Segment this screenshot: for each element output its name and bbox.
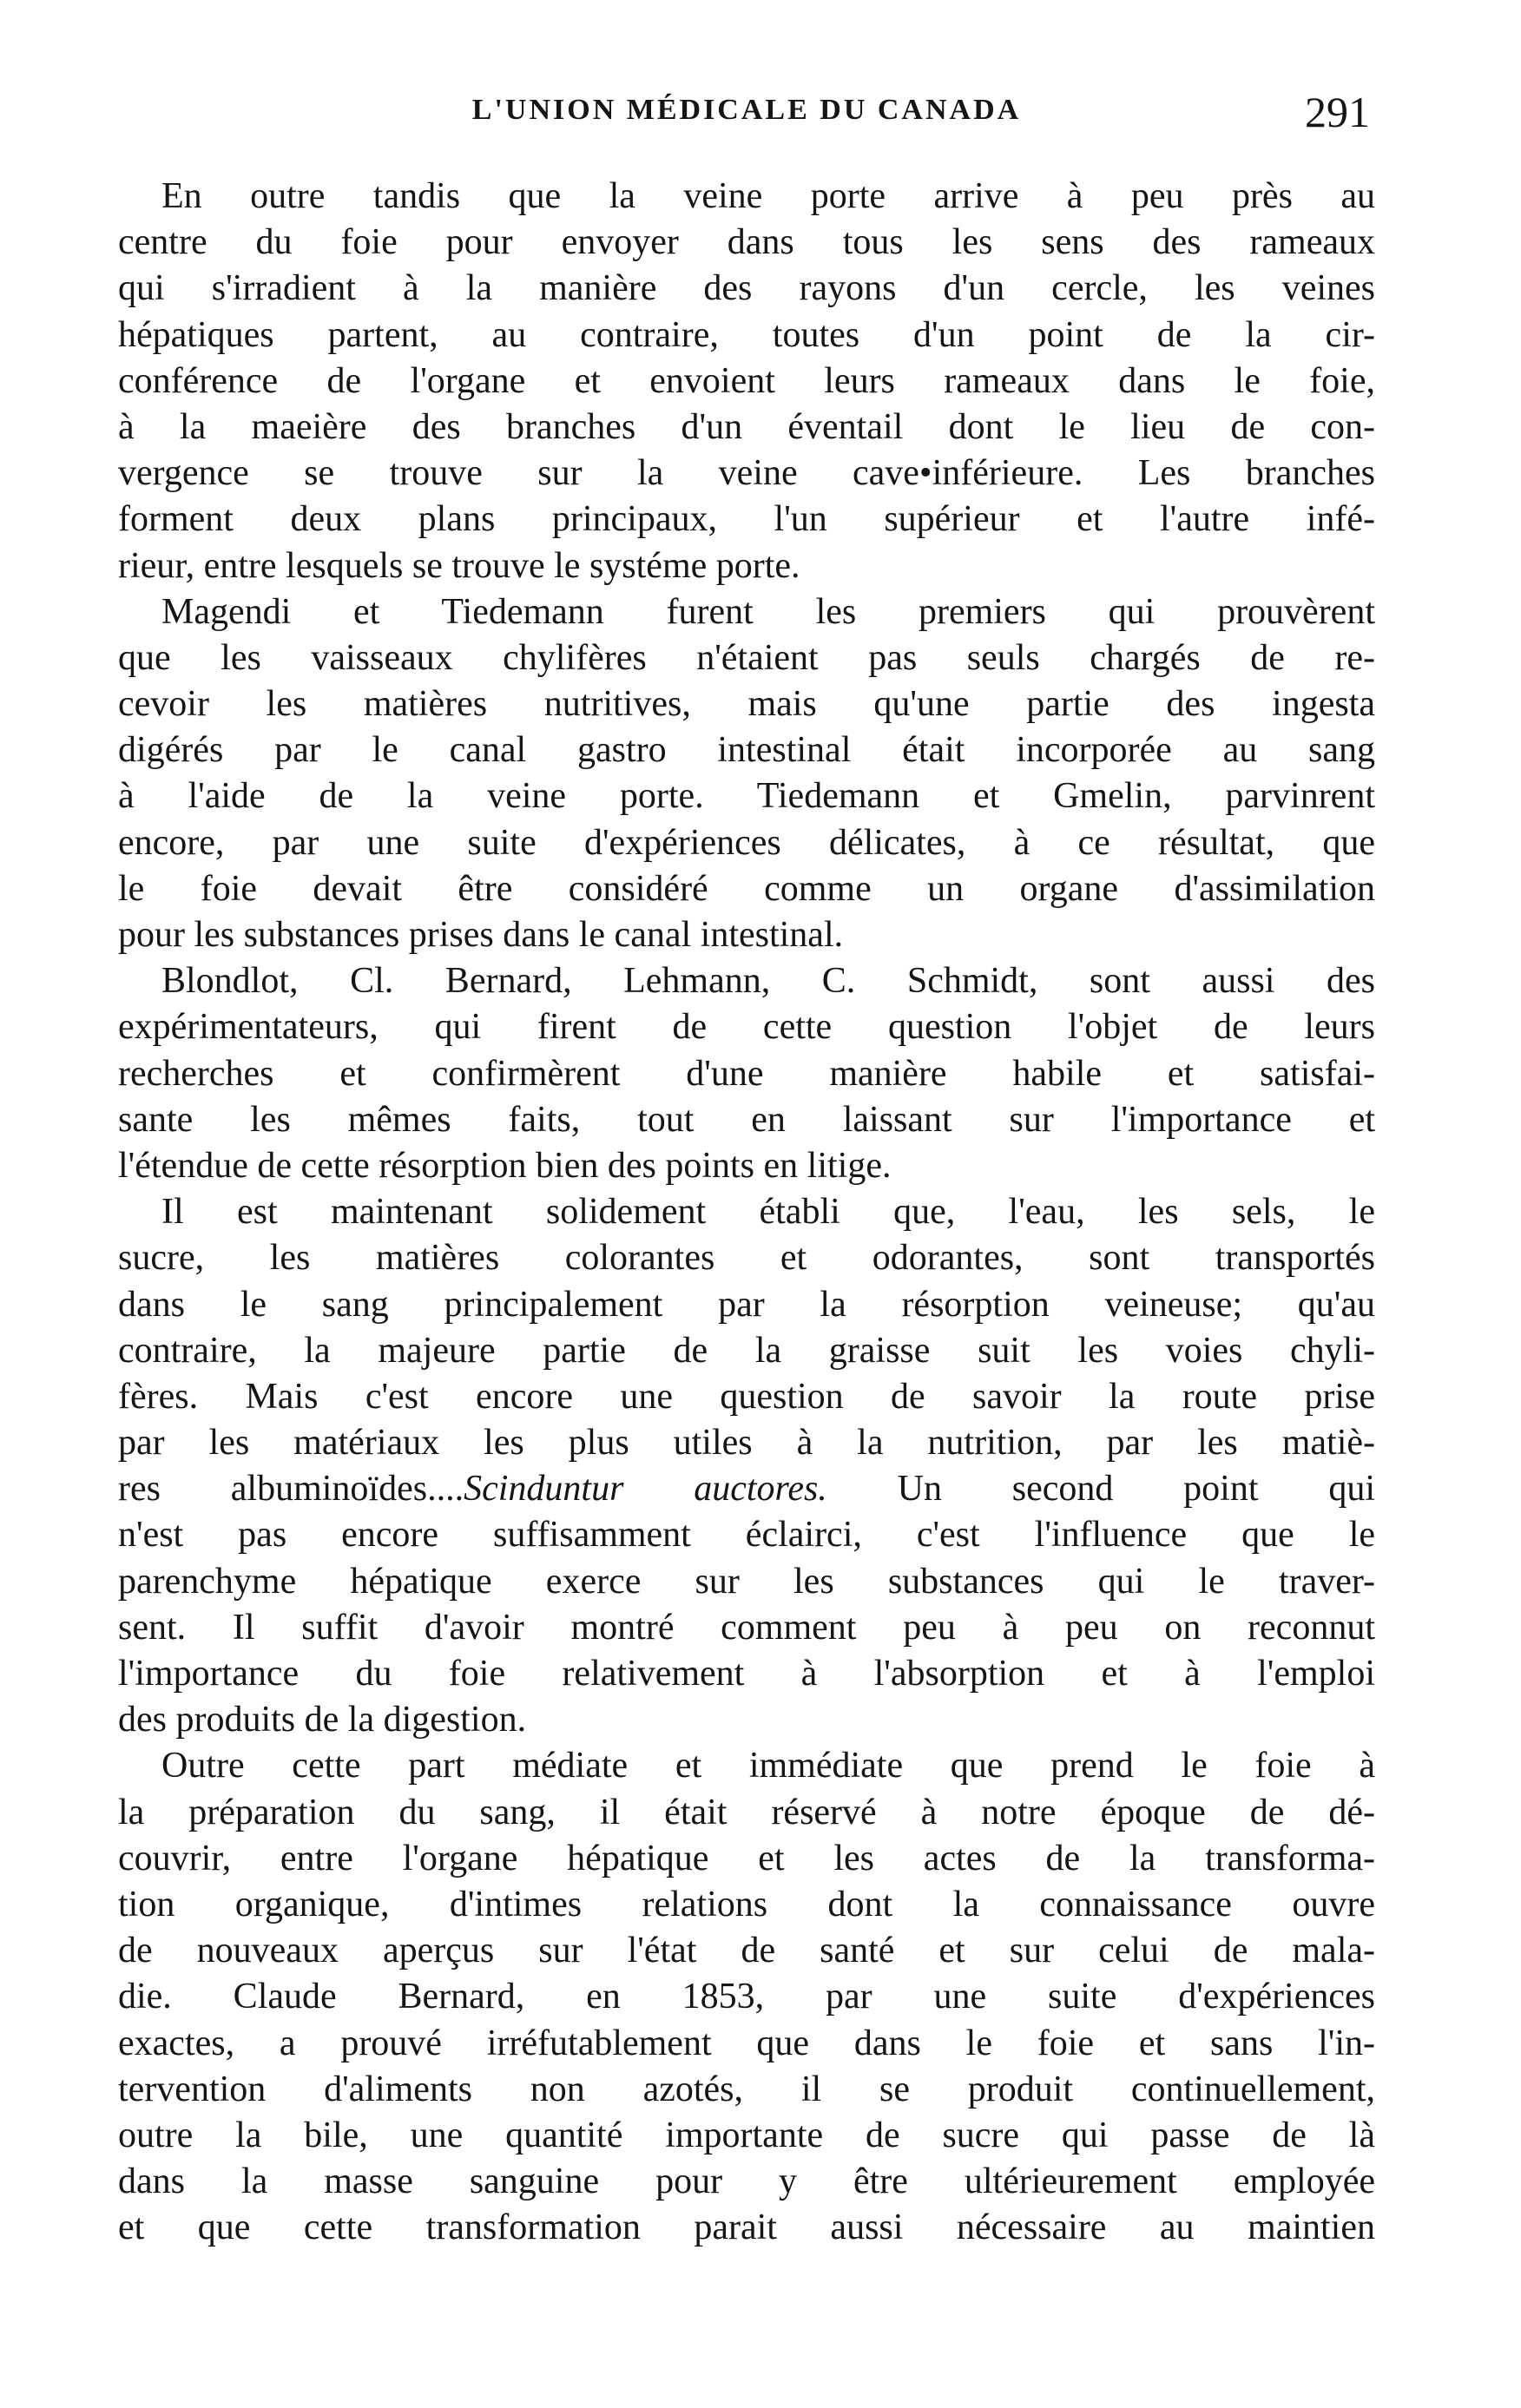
text-line: par les matériaux les plus utiles à la nutrition, par les matiè- <box>118 1423 1375 1464</box>
paragraph-3 <box>118 958 1375 1189</box>
text-line: Magendi et Tiedemann furent les premiers qui prouvèrent <box>161 591 1375 632</box>
text-line-with-italic <box>118 1466 1375 1512</box>
paragraph-5 <box>118 1743 1375 2251</box>
text-line: expérimentateurs, qui firent de cette question l'objet de leurs <box>118 1007 1375 1048</box>
running-title: L'UNION MÉDICALE DU CANADA <box>471 94 1022 126</box>
text-line: l'étendue de cette résorption bien des points en litige. <box>118 1145 892 1186</box>
text-line: Il est maintenant solidement établi que, l'eau, les sels, le <box>161 1192 1375 1233</box>
text-line: tion organique, d'intimes relations dont la connaissance ouvre <box>118 1884 1375 1924</box>
text-line: Outre cette part médiate et immédiate que prend le foie à <box>161 1746 1375 1786</box>
text-line: cevoir les matières nutritives, mais qu'une partie des ingesta <box>118 684 1375 725</box>
text-line: digérés par le canal gastro intestinal était incorporée au sang <box>118 730 1375 771</box>
text-line: die. Claude Bernard, en 1853, par une suite d'expériences <box>118 1977 1375 2017</box>
text-line: qui s'irradient à la manière des rayons d'un cercle, les veines <box>118 268 1375 309</box>
text-line: sent. Il suffit d'avoir montré comment peu à peu on reconnut <box>118 1607 1375 1648</box>
text-line: forment deux plans principaux, l'un supérieur et l'autre infé- <box>118 499 1375 540</box>
text-line: outre la bile, une quantité importante de sucre qui passe de là <box>118 2115 1375 2155</box>
text-line: rieur, entre lesquels se trouve le systéme porte. <box>118 545 800 586</box>
running-head <box>118 88 1375 146</box>
text-line: la préparation du sang, il était réservé à notre époque de dé- <box>118 1792 1375 1832</box>
text-line: conférence de l'organe et envoient leurs rameaux dans le foie, <box>118 360 1375 401</box>
text-line: à la maeière des branches d'un éventail dont le lieu de con- <box>118 406 1375 447</box>
body-text <box>118 174 1375 2251</box>
italic-phrase: Scinduntur auctores. <box>464 1469 827 1510</box>
text-segment: res albuminoïdes.... <box>118 1469 464 1510</box>
text-line: le foie devait être considéré comme un organe d'assimilation <box>118 868 1375 909</box>
text-line: pour les substances prises dans le canal intestinal. <box>118 915 844 955</box>
text-line: En outre tandis que la veine porte arrive à peu près au <box>161 176 1375 216</box>
text-line: exactes, a prouvé irréfutablement que dans le foie et sans l'in- <box>118 2023 1375 2063</box>
paragraph-2 <box>118 589 1375 959</box>
text-line: dans la masse sanguine pour y être ultérieurement employée <box>118 2161 1375 2202</box>
text-line: tervention d'aliments non azotés, il se produit continuellement, <box>118 2069 1375 2109</box>
text-line: dans le sang principalement par la résorption veineuse; qu'au <box>118 1284 1375 1325</box>
text-line: parenchyme hépatique exerce sur les substances qui le traver- <box>118 1561 1375 1602</box>
page-number: 291 <box>1305 88 1370 136</box>
text-line: hépatiques partent, au contraire, toutes d'un point de la cir- <box>118 314 1375 355</box>
text-line: couvrir, entre l'organe hépatique et les actes de la transforma- <box>118 1838 1375 1878</box>
paragraph-1 <box>118 174 1375 589</box>
text-line: fères. Mais c'est encore une question de savoir la route prise <box>118 1376 1375 1417</box>
text-line: encore, par une suite d'expériences délicates, à ce résultat, que <box>118 822 1375 863</box>
text-line: centre du foie pour envoyer dans tous les sens des rameaux <box>118 222 1375 263</box>
text-line: n'est pas encore suffisamment éclairci, c'est l'influence que le <box>118 1515 1375 1556</box>
text-line: de nouveaux aperçus sur l'état de santé et sur celui de mala- <box>118 1931 1375 1971</box>
paragraph-4 <box>118 1189 1375 1743</box>
text-line: à l'aide de la veine porte. Tiedemann et Gmelin, parvinrent <box>118 776 1375 817</box>
text-line: sucre, les matières colorantes et odorantes, sont transportés <box>118 1238 1375 1279</box>
text-line: que les vaisseaux chylifères n'étaient pas seuls chargés de re- <box>118 637 1375 678</box>
text-line: contraire, la majeure partie de la graisse suit les voies chyli- <box>118 1330 1375 1371</box>
text-line: sante les mêmes faits, tout en laissant sur l'importance et <box>118 1099 1375 1140</box>
text-line: vergence se trouve sur la veine cave•inférieure. Les branches <box>118 453 1375 494</box>
text-line: recherches et confirmèrent d'une manière habile et satisfai- <box>118 1053 1375 1094</box>
text-line: et que cette transformation parait aussi nécessaire au maintien <box>118 2207 1375 2248</box>
text-segment: Un second point qui <box>826 1469 1375 1510</box>
text-line: des produits de la digestion. <box>118 1700 527 1740</box>
text-line: Blondlot, Cl. Bernard, Lehmann, C. Schmidt, sont aussi des <box>161 961 1375 1002</box>
text-line: l'importance du foie relativement à l'absorption et à l'emploi <box>118 1654 1375 1694</box>
